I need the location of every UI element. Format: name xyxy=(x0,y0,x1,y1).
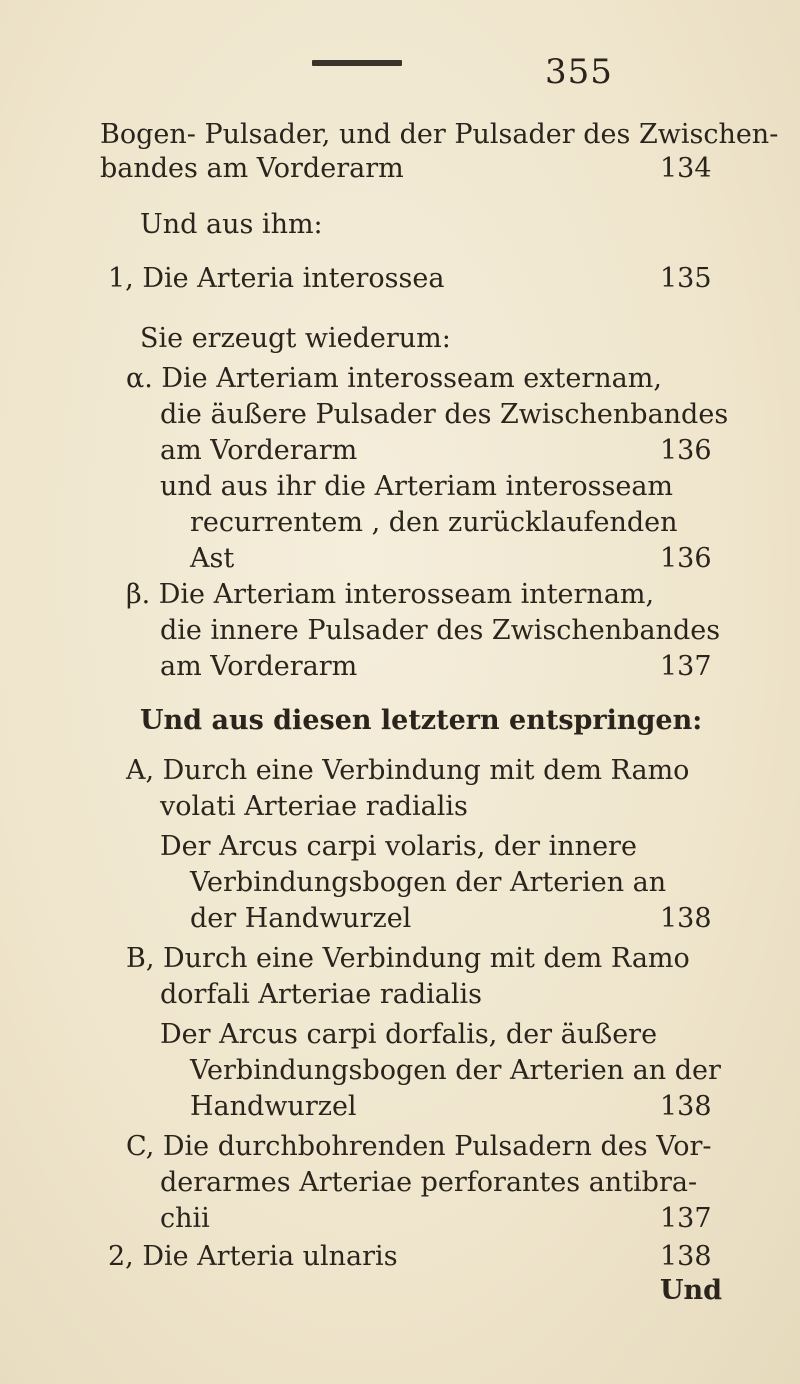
entry-text: und aus ihr die Arteriam interosseam xyxy=(160,471,674,502)
entry-text: α. Die Arteriam interosseam externam, xyxy=(126,363,662,394)
entry-text: Der Arcus carpi volaris, der innere xyxy=(160,831,637,862)
entry-line xyxy=(0,506,800,540)
entry-text: der Handwurzel xyxy=(190,903,412,934)
entry-text: 2, Die Arteria ulnaris xyxy=(108,1241,398,1272)
entry-text: am Vorderarm xyxy=(160,435,358,466)
entry-line xyxy=(0,942,800,976)
entry-line xyxy=(0,1130,800,1164)
entry-line xyxy=(0,578,800,612)
entry-line xyxy=(0,978,800,1012)
entry-line xyxy=(0,614,800,648)
entry-line xyxy=(0,1166,800,1200)
header-rule xyxy=(312,60,402,66)
entry-line xyxy=(0,650,800,684)
entry-line xyxy=(0,902,800,936)
entry-line xyxy=(0,118,800,152)
entry-line xyxy=(0,542,800,576)
entry-text: bandes am Vorderarm xyxy=(100,153,404,184)
entry-page: 138 xyxy=(660,903,712,934)
entry-text: volati Arteriae radialis xyxy=(160,791,468,822)
entry-line xyxy=(0,704,800,738)
entry-text: B, Durch eine Verbindung mit dem Ramo xyxy=(126,943,690,974)
entry-line xyxy=(0,152,800,186)
entry-page: 137 xyxy=(660,1203,712,1234)
entry-text: recurrentem , den zurücklaufenden xyxy=(190,507,678,538)
entry-text: C, Die durchbohrenden Pulsadern des Vor- xyxy=(126,1131,712,1162)
entry-text: Verbindungsbogen der Arterien an der xyxy=(190,1055,721,1086)
entry-text: chii xyxy=(160,1203,210,1234)
entry-page: 135 xyxy=(660,263,712,294)
entry-text: Verbindungsbogen der Arterien an xyxy=(190,867,667,898)
section-heading: Und aus diesen letztern entspringen: xyxy=(140,705,703,736)
catchword: Und xyxy=(660,1275,723,1306)
entry-text: Sie erzeugt wiederum: xyxy=(140,323,451,354)
entry-line xyxy=(0,754,800,788)
entry-text: 1, Die Arteria interossea xyxy=(108,263,445,294)
entry-text: β. Die Arteriam interosseam internam, xyxy=(126,579,655,610)
entry-line xyxy=(0,1240,800,1274)
entry-page: 138 xyxy=(660,1091,712,1122)
entry-line xyxy=(0,208,800,242)
entry-page: 138 xyxy=(660,1241,712,1272)
entry-text: A, Durch eine Verbindung mit dem Ramo xyxy=(126,755,690,786)
entry-line xyxy=(0,398,800,432)
entry-text: Und aus ihm: xyxy=(140,209,323,240)
entry-text: Bogen- Pulsader, und der Pulsader des Zwischen- xyxy=(100,119,779,150)
entry-text: Ast xyxy=(190,543,235,574)
entry-page: 136 xyxy=(660,543,712,574)
entry-line xyxy=(0,362,800,396)
entry-line xyxy=(0,830,800,864)
entry-text: die äußere Pulsader des Zwischenbandes xyxy=(160,399,729,430)
entry-page: 134 xyxy=(660,153,712,184)
entry-line xyxy=(0,1018,800,1052)
page-number: 355 xyxy=(545,52,613,92)
entry-text: Der Arcus carpi dorfalis, der äußere xyxy=(160,1019,658,1050)
entry-text: die innere Pulsader des Zwischenbandes xyxy=(160,615,721,646)
entry-line xyxy=(0,470,800,504)
entry-text: Handwurzel xyxy=(190,1091,357,1122)
entry-page: 136 xyxy=(660,435,712,466)
entry-line xyxy=(0,866,800,900)
entry-line xyxy=(0,1274,800,1308)
entry-text: dorfali Arteriae radialis xyxy=(160,979,482,1010)
entry-page: 137 xyxy=(660,651,712,682)
entry-line xyxy=(0,1202,800,1236)
entry-line xyxy=(0,434,800,468)
entry-line xyxy=(0,790,800,824)
entry-line xyxy=(0,322,800,356)
entry-text: derarmes Arteriae perforantes antibra- xyxy=(160,1167,698,1198)
entry-line xyxy=(0,262,800,296)
entry-line xyxy=(0,1090,800,1124)
entry-line xyxy=(0,1054,800,1088)
entry-text: am Vorderarm xyxy=(160,651,358,682)
